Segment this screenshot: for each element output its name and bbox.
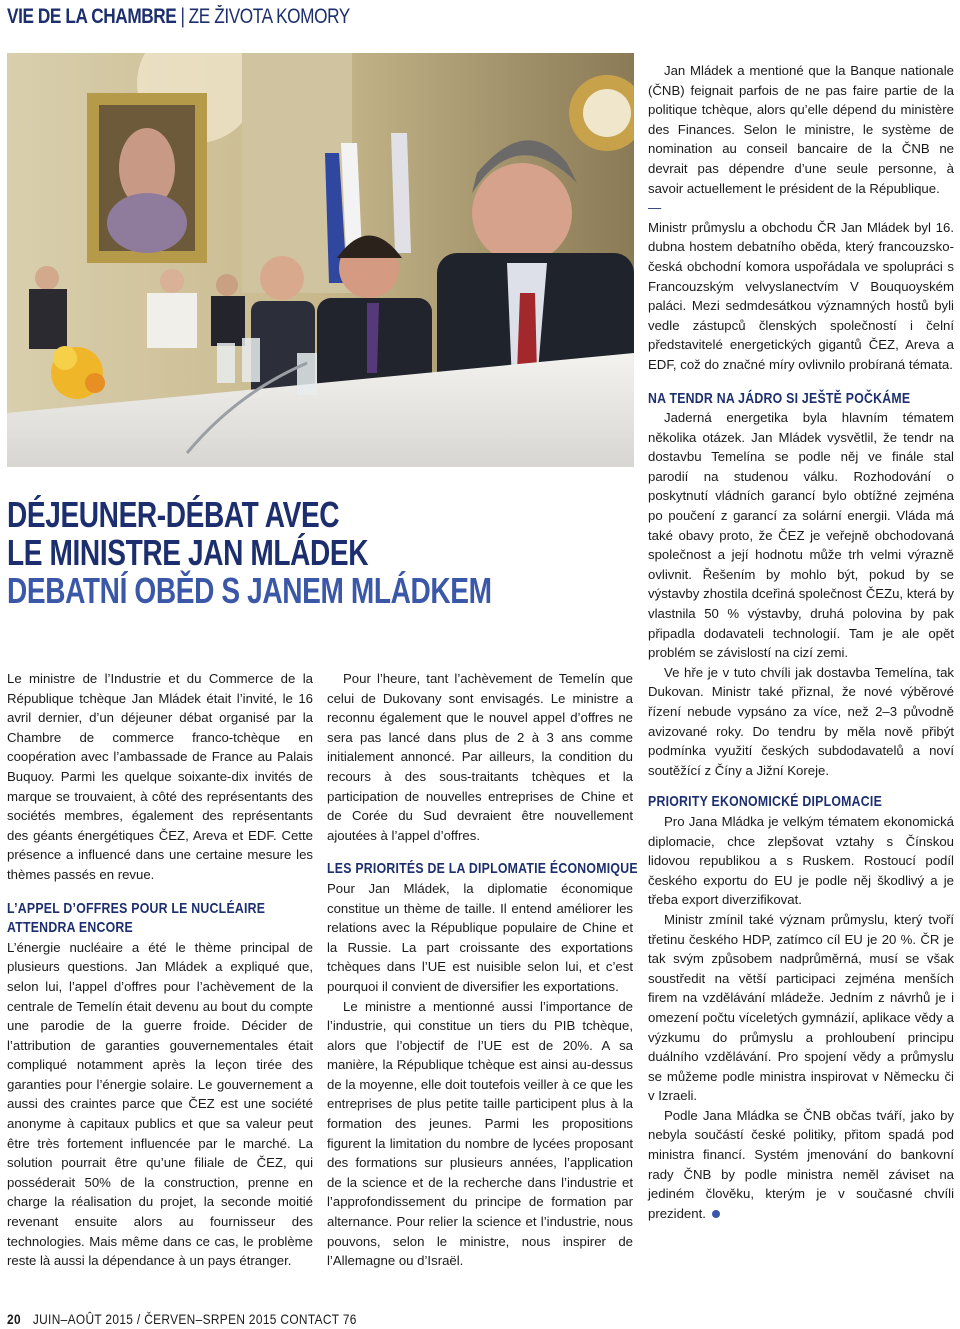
subheading-nuclear-cz: NA TENDR NA JÁDRO SI JEŠTĚ POČKÁME (648, 389, 911, 407)
title-line-1: DÉJEUNER-DÉBAT AVEC (7, 494, 340, 535)
section-title-cz: ZE ŽIVOTA KOMORY (188, 5, 350, 28)
page-footer (7, 1310, 357, 1328)
title-line-3-cz: DEBATNÍ OBĚD S JANEM MLÁDKEM (7, 570, 492, 611)
page-number: 20 (7, 1311, 21, 1327)
intro-paragraph-cz: Ministr průmyslu a obchodu ČR Jan Mládek byl 16. dubna hostem debatního oběda, který francouzsko-česká obchodní komora uspořádala ve spolupráci s Francouzským velvyslanectvím V Bouquoyském paláci. Mezi sedmdesátkou významných hostů byli vedle zástupců členských společností i čelní představitelé energetických gigantů ČEZ, Areva a EDF, což do značné míry ovlivnilo probíraná témata. (648, 219, 954, 372)
paragraph-cnb-fr: Jan Mládek a mentioné que la Banque nationale (ČNB) feignait parfois de ne pas faire partie de la politique tchèque, alors qu’elle dépend du ministère des Finances. Selon le ministre, le système de nomination au conseil bancaire de la ČNB ne devrait pas dépendre d’une seule personne, à savoir actuellement le président de la République. (648, 63, 954, 196)
subheading-nuclear-fr-line2: ATTENDRA ENCORE (7, 919, 134, 937)
paragraph-cnb-cz-text: Podle Jana Mládka se ČNB občas tváří, jako by nebyla součástí české politiky, přitom spadá pod ministra financí. Systém jmenování do bankovní rady ČNB by podle ministra neměl záviset na jediném člověku, kterým je v současné chvíli prezident. (648, 1107, 954, 1221)
title-line-2: LE MINISTRE JAN MLÁDEK (7, 532, 369, 573)
event-photo-illustration (7, 53, 634, 467)
paragraph-diplomacy-fr: Pour Jan Mládek, la diplomatie économique constitue un thème de taille. Il entend améliorer les relations avec la République populaire de Chine et la Russie. La part croissante des exportations tchèques dans l’UE est nuisible selon lui, et c’est pourquoi il convient de diversifier les exportations. (327, 880, 633, 994)
section-title-fr: VIE DE LA CHAMBRE (7, 5, 177, 28)
paragraph-industry-fr: Le ministre a mentionné aussi l’importance de l’industrie, qui constitue un tiers du PIB tchèque, alors que l’objectif de l’UE est de 20%. A sa manière, la République tchèque est ainsi au-dessus de la moyenne, elle doit toutefois veiller à ce que les entreprises de plus petite taille participent plus à la formation des jeunes. Parmi les propositions figurent la limitation du nombre de lycées proposant des formations sur plusieurs années, l’application de la science et de la recherche dans l’industrie et l’approfondissement du principe de formation par alternance. Pour relier la science et l’industrie, nous pouvons, selon le ministre, nous inspirer de l’Allemagne ou d’Israël. (327, 998, 633, 1269)
subheading-diplomacy-fr: LES PRIORITÉS DE LA DIPLOMATIE ÉCONOMIQUE (327, 860, 638, 878)
paragraph-temelin-fr: Pour l’heure, tant l’achèvement de Temelín que celui de Dukovany sont envisagés. Le ministre a reconnu également que le nouvel appel d’offres ne sera pas lancé dans plus de 2 à 3 ans comme initialement annoncé. Par ailleurs, la condition du recours à des sous-traitants tchèques et la participation de nouvelles entreprises de Chine et de Corée du Sud devraient être nouvellement ajoutées à l’appel d’offres. (327, 671, 633, 843)
column-2 (327, 669, 638, 1271)
end-of-article-icon (712, 1210, 720, 1218)
article-title (7, 496, 506, 610)
body-paragraph-nuclear-fr: L’énergie nucléaire a été le thème principal de plusieurs questions. Jan Mládek a expliqué que, selon lui, l’appel d’offres pour l’achèvement de la centrale de Temelín était devenu au bout du compte une parodie de la guerre froide. Décider de l’attribution de garanties gouvernementales était compliqué notamment après la leçon tirée des garanties pour l’énergie solaire. Le gouvernement a aussi des craintes parce que ČEZ est une société anonyme à capitaux publics et que sa valeur peut être très fortement influencée par le marché. La solution pourrait être qu’une filiale de ČEZ, qui posséderait 50% de la construction, prenne en charge la réalisation du projet, la seconde moitié revenant ensuite alors au fournisseur des technologies. Mais même dans ce cas, le problème reste là aussi la dépendance à un pays étranger. (7, 939, 313, 1269)
section-header (7, 3, 350, 33)
paragraph-industry-cz: Ministr zmínil také význam průmyslu, který tvoří třetinu českého HDP, zatímco cíl EU je 20 %. ČR je tak svým způsobem nadprůměrná, musí se však soustředit na větší participaci zejména menších firem na vzdělávání mládeže. Jedním z návrhů je i omezení počtu víceletých gymnázií, aplikace vědy a výzkumu do průmyslu a prohloubení principu duálního vzdělávání. Pro spojení vědy a průmyslu se můžeme podle ministra inspirovat v Německu či v Izraeli. (648, 911, 954, 1104)
section-divider: | (180, 5, 185, 28)
paragraph-diplomacy-cz: Pro Jana Mládka je velkým tématem ekonomická diplomacie, chce zlepšovat vztahy s Čínskou lidovou republikou a s Ruskem. Rostoucí podíl českého exportu do EU je podle něj škodlivý a je třeba export diverzifikovat. (648, 813, 954, 908)
paragraph-cnb-cz (648, 1106, 954, 1224)
issue-label: JUIN–AOÛT 2015 / ČERVEN–SRPEN 2015 CONTACT 76 (32, 1311, 357, 1327)
column-1 (7, 669, 313, 1271)
subheading-diplomacy-cz: PRIORITY EKONOMICKÉ DIPLOMACIE (648, 793, 883, 811)
column-3 (648, 61, 954, 1223)
subheading-nuclear-fr (7, 899, 266, 938)
paragraph-nuclear-cz: Jaderná energetika byla hlavním tématem několika otázek. Jan Mládek vysvětlil, že tendr na dostavbu Temelína se podle něj ve finále stal parodií na studenou válku. Rozhodování o poskytnutí vládních garancí bylo obtížné zejména po poučení z garancí za solární energii. Vláda má také obavy proto, že ČEZ je veřejně obchodovaná společnost a její hodnotu může trh velmi výrazně ovlivnit. Řešením by mohlo být, pokud by se výstavby zhostila dceřiná společnost ČEZu, která by vlastnila 50 % výstavby, druhá polovina by pak připadla dodavateli technologií. Tam je ale opět problém se závislostí na cizí zemi. (648, 410, 954, 661)
event-photo (7, 53, 634, 467)
paragraph-temelin-cz: Ve hře je v tuto chvíli jak dostavba Temelína, tak Dukovan. Ministr také přiznal, že nové výběrové řízení nebude vypsáno za více, než 2–3 původně avizované roky. Do tendru by měla nově přibýt podmínka využití českých subdodavatelů a noví soutěžící z Číny a Jižní Koreje. (648, 664, 954, 778)
language-separator-dash: — (648, 200, 662, 216)
subheading-nuclear-fr-line1: L’APPEL D’OFFRES POUR LE NUCLÉAIRE (7, 899, 266, 917)
intro-paragraph-fr: Le ministre de l’Industrie et du Commerce de la République tchèque Jan Mládek était l’invité, le 16 avril dernier, d’un déjeuner débat organisé par la Chambre de commerce franco-tchèque en coopération avec l’ambassade de France au Palais Buquoy. Parmi les quelque soixante-dix invités de marque se trouvaient, à côté des représentants des sociétés membres, également des représentants des géants énergétiques ČEZ, Areva et EDF. Cette présence a influencé dans une certaine mesure les thèmes passés en revue. (7, 671, 313, 882)
